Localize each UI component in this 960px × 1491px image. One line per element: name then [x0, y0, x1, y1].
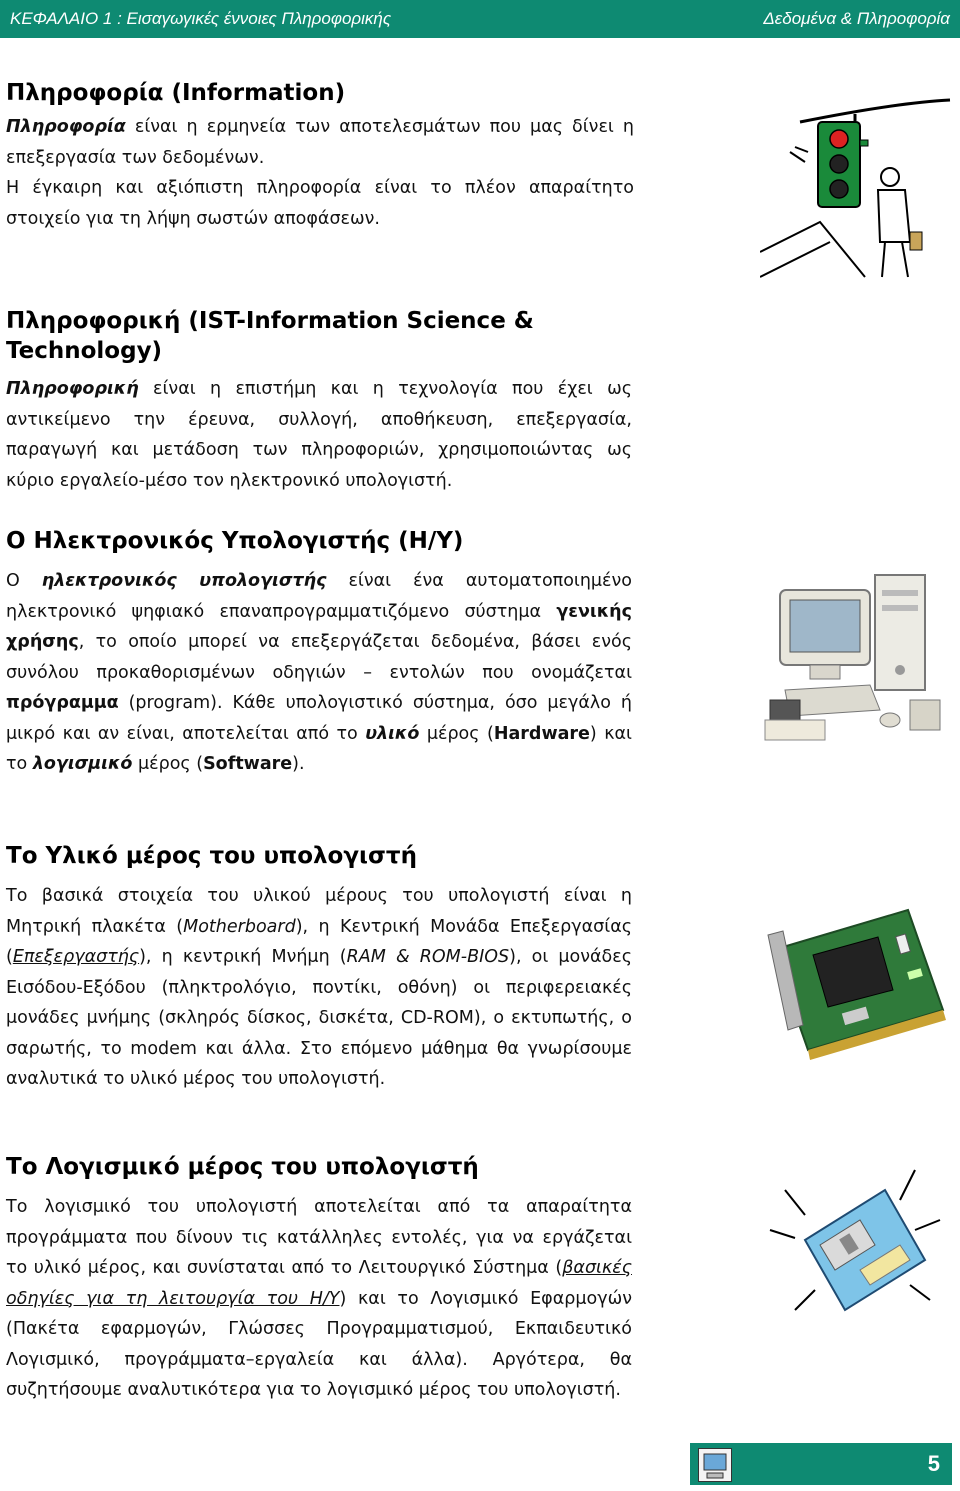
hardware-text-5: ), η κεντρική Μνήμη (	[139, 947, 347, 967]
computer-illustration	[760, 560, 952, 750]
motherboard-term: Motherboard	[183, 916, 296, 937]
informatics-text: είναι η επιστήμη και η τεχνολογία που έχει ως αντικείμενο την έρευνα, συλλογή, αποθήκευση, επεξεργασία, παραγωγή και μετάδοση των πληροφοριών, χρησιμοποιώντας ως κύριο εργαλείο-μέσο τον ηλεκτρονικό υπολογιστή.	[6, 379, 632, 491]
hardware-greek-term: υλικό	[365, 723, 420, 744]
section-information	[6, 78, 634, 234]
section-software	[6, 1152, 632, 1406]
os-definition: βασικές οδηγίες για τη λειτουργία του Η/Υ	[6, 1258, 632, 1309]
computer-text-9: μέρος (	[419, 723, 494, 744]
computer-text-13: μέρος (	[132, 754, 204, 774]
page-footer	[690, 1443, 952, 1485]
software-title: Το Λογισμικό μέρος του υπολογιστή	[6, 1154, 479, 1180]
computer-text-1: Ο	[6, 571, 42, 591]
section-computer	[6, 526, 632, 780]
software-term: Software	[203, 754, 293, 774]
topic-title: Δεδομένα & Πληροφορία	[763, 9, 950, 28]
page-header	[0, 0, 960, 38]
computer-text-3: είναι ένα αυτοματοποιημένο ηλεκτρονικό ψηφιακό επαναπρογραμματιζόμενο σύστημα	[6, 571, 632, 622]
processor-term: Επεξεργαστής	[12, 947, 140, 967]
computer-text-15: ).	[292, 754, 305, 774]
informatics-title: Πληροφορική (IST-Information Science & Technology)	[6, 308, 534, 364]
software-paragraph	[6, 1192, 632, 1406]
information-text-1: είναι η ερμηνεία των αποτελεσμάτων που μας δίνει η επεξεργασία των δεδομένων.	[6, 117, 634, 168]
computer-title: Ο Ηλεκτρονικός Υπολογιστής (Η/Υ)	[6, 528, 464, 554]
information-paragraph-2: Η έγκαιρη και αξιόπιστη πληροφορία είναι το πλέον απαραίτητο στοιχείο για τη λήψη σωστών αποφάσεων.	[6, 178, 634, 229]
section-informatics	[6, 306, 632, 496]
software-text-3: ) και το Λογισμικό Εφαρμογών (Πακέτα εφαρμογών, Γλώσσες Προγραμματισμού, Εκπαιδευτικό Λογισμικό, προγράμματα–εργαλεία και άλλα). Αργότερα, θα συζητήσουμε αναλυτικότερα για το λογισμικό μέρος του υπολογιστή.	[6, 1288, 632, 1400]
computer-term: ηλεκτρονικός υπολογιστής	[41, 571, 327, 591]
floppy-disk-illustration	[765, 1160, 945, 1335]
software-greek-term: λογισμικό	[32, 754, 133, 774]
information-title: Πληροφορία (Information)	[6, 80, 346, 106]
computer-text-7: (program). Κάθε υπολογιστικό σύστημα, όσο μεγάλο ή μικρό και αν είναι, αποτελείται από το	[6, 693, 632, 744]
page-number: 5	[927, 1451, 940, 1476]
traffic-light-illustration	[760, 92, 952, 282]
chapter-title: ΚΕΦΑΛΑΙΟ 1 : Εισαγωγικές έννοιες Πληροφορικής	[10, 9, 392, 28]
information-paragraph-1	[6, 112, 634, 173]
information-term: Πληροφορία	[6, 117, 126, 137]
memory-term: RAM & ROM-BIOS	[346, 947, 510, 967]
hardware-text-1: Το βασικά στοιχεία του υλικού μέρους του υπολογιστή είναι η Μητρική πλακέτα (	[6, 886, 632, 937]
software-text-1: Το λογισμικό του υπολογιστή αποτελείται από τα απαραίτητα προγράμματα που δίνουν τις κατάλληλες εντολές, για να εργάζεται το υλικό μέρος, και συνίσταται από το Λειτουργικό Σύστημα (	[6, 1197, 632, 1278]
hardware-term: Hardware	[493, 723, 590, 744]
program-term: πρόγραμμα	[6, 693, 119, 713]
computer-text-5: , το οποίο μπορεί να επεξεργάζεται δεδομένα, βάσει ενός συνόλου προκαθορισμένων οδηγιών – εντολών που ονομάζεται	[6, 632, 632, 683]
computer-paragraph	[6, 566, 632, 780]
computer-text-11: ) και το	[6, 723, 632, 774]
informatics-paragraph	[6, 374, 632, 496]
section-hardware	[6, 841, 632, 1095]
general-purpose-term: γενικής χρήσης	[6, 601, 632, 652]
computer-icon	[698, 1448, 732, 1482]
hardware-text-7: ), οι μονάδες Εισόδου-Εξόδου (πληκτρολόγιο, ποντίκι, οθόνη) οι περιφερειακές μονάδες μνήμης (σκληρός δίσκος, δισκέτα, CD-ROM), ο εκτυπωτής, ο σαρωτής, το modem και άλλα. Στο επόμενο μάθημα θα γνωρίσουμε αναλυτικά το υλικό μέρος του υπολογιστή.	[6, 947, 632, 1089]
hardware-text-3: ), η Κεντρική Μονάδα Επεξεργασίας (	[6, 916, 632, 967]
hardware-paragraph	[6, 881, 632, 1095]
informatics-term: Πληροφορική	[6, 379, 139, 399]
hardware-title: Το Υλικό μέρος του υπολογιστή	[6, 843, 417, 869]
network-card-illustration	[758, 895, 953, 1060]
